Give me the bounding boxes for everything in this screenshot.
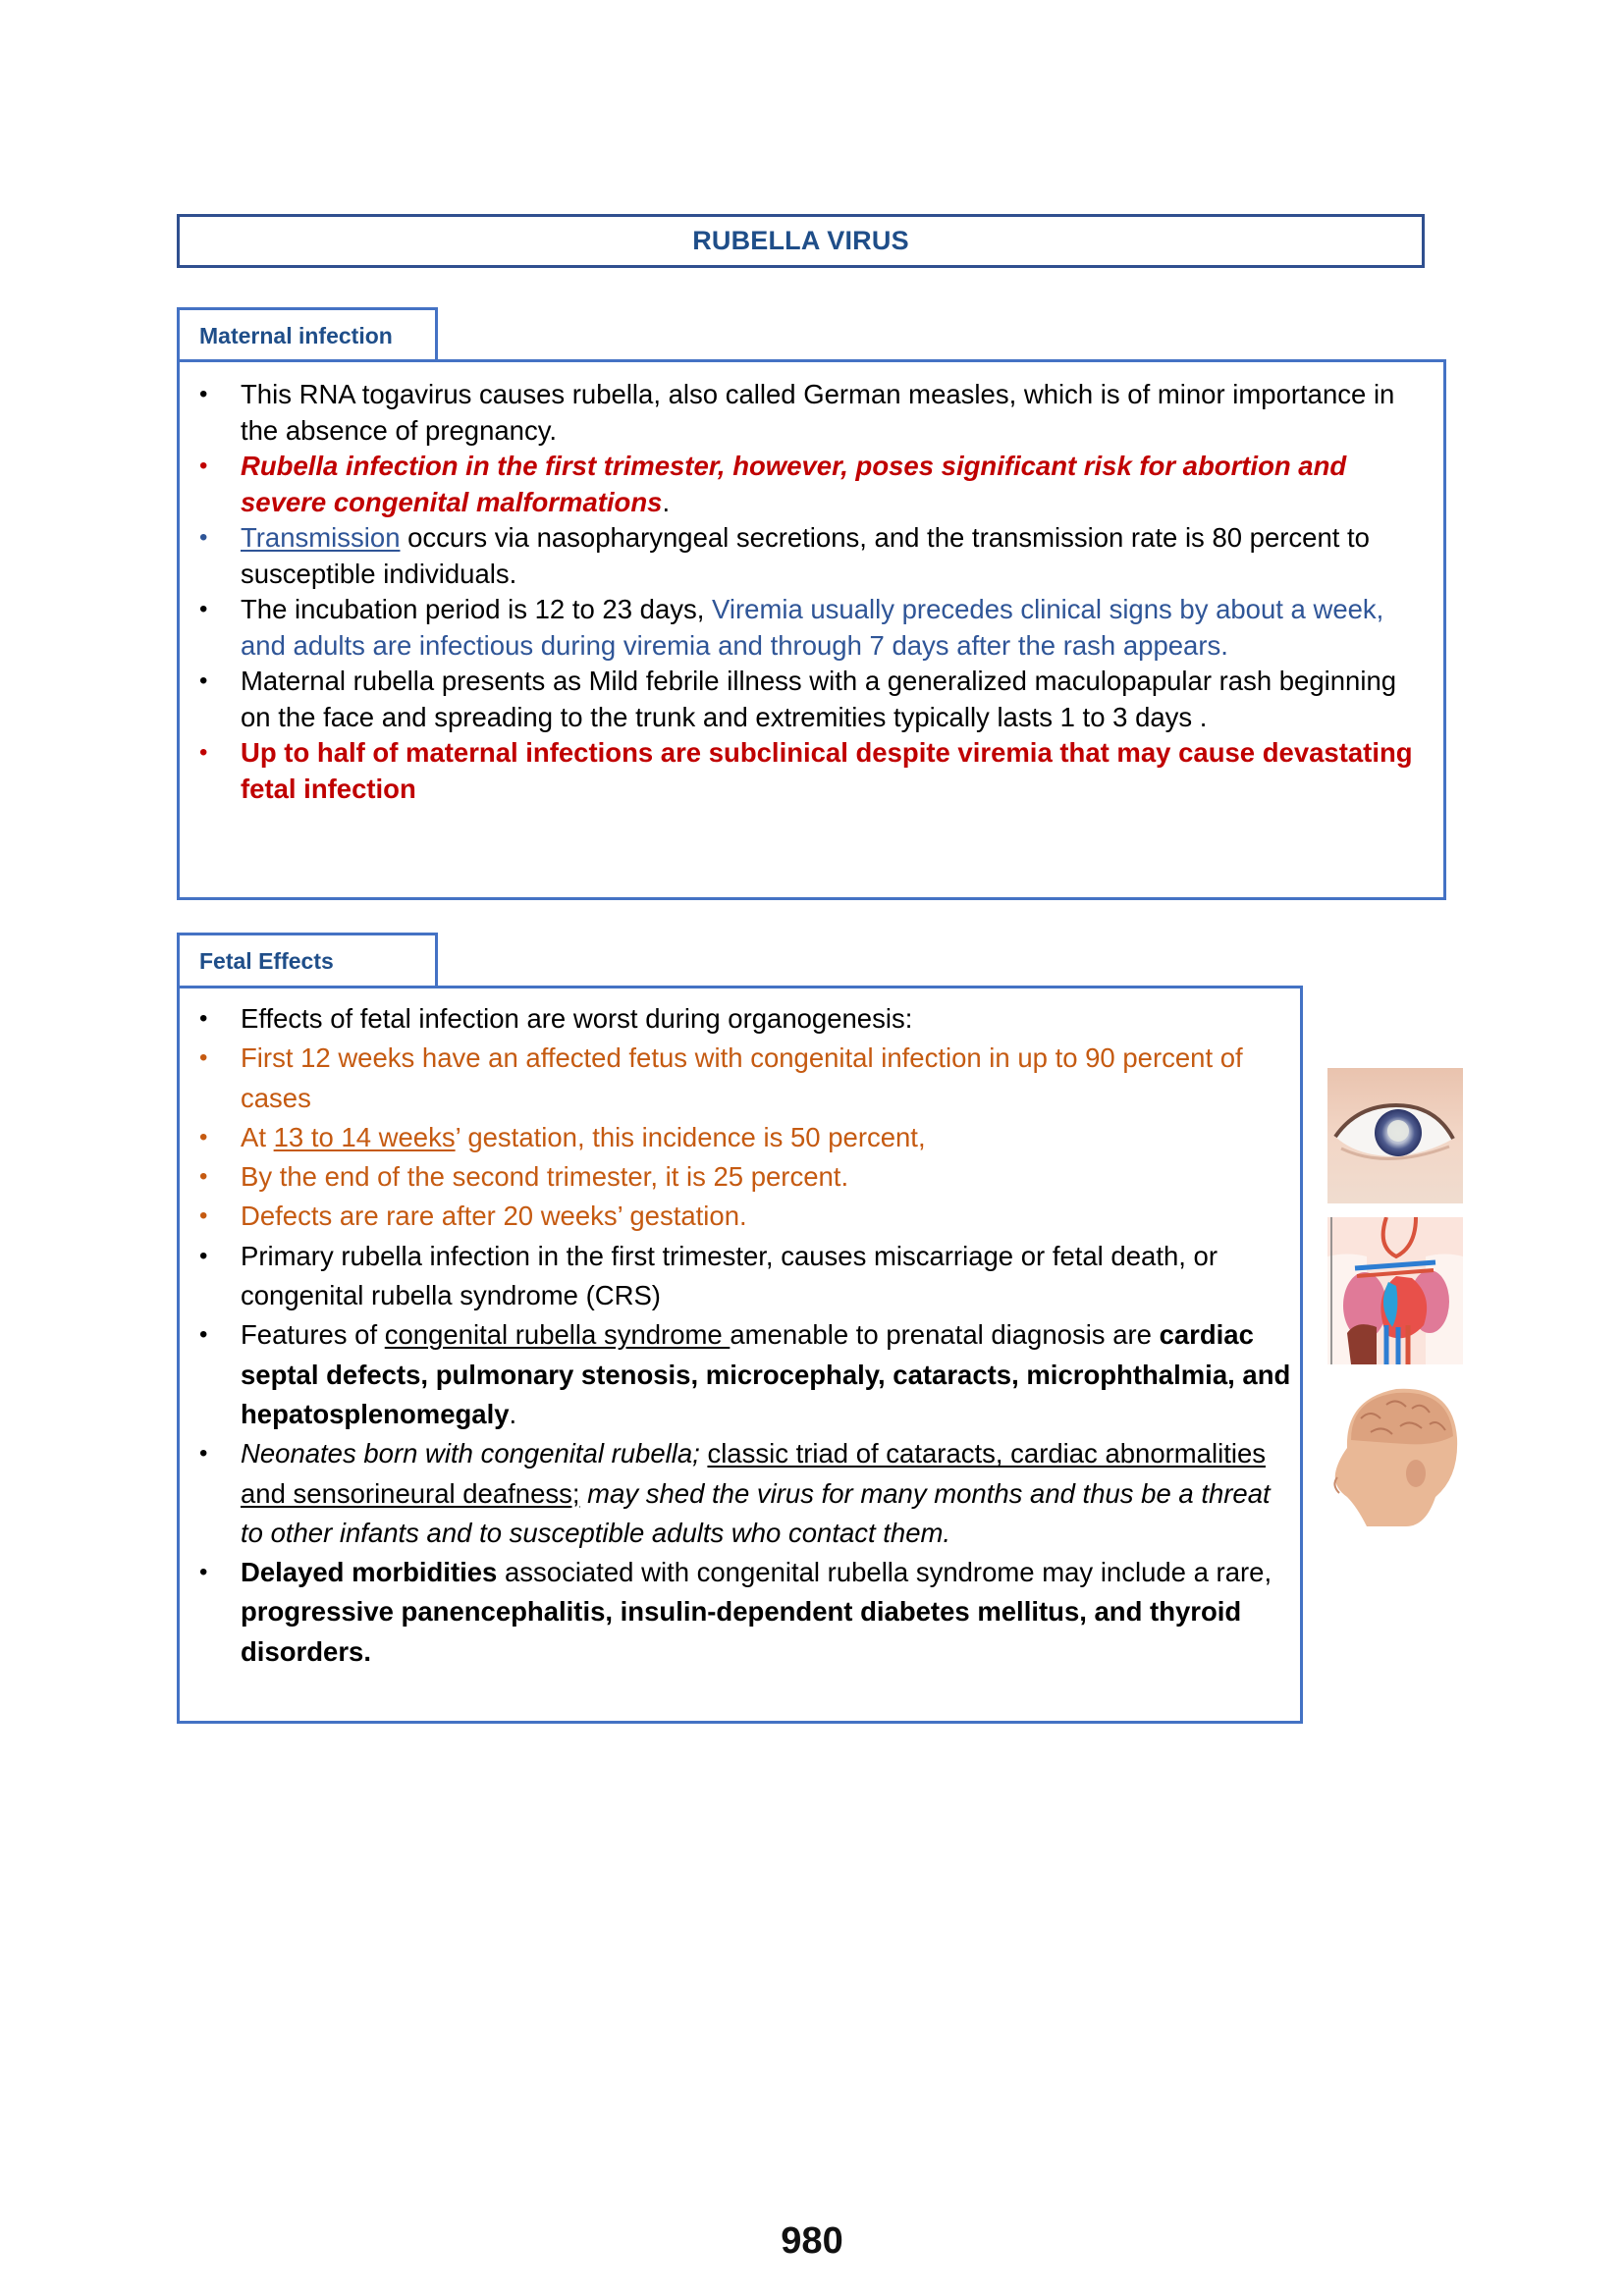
list-item [180, 1315, 1292, 1434]
bullet-icon: • [199, 453, 208, 479]
fetal-effects-panel [177, 986, 1303, 1724]
maternal-infection-tab [177, 307, 438, 362]
bullet-icon: • [199, 381, 208, 407]
text-segment: . [662, 486, 671, 517]
list-item [180, 1118, 1292, 1157]
text-segment: The incubation period is 12 to 23 days, [241, 594, 713, 624]
bullet-icon: • [199, 1123, 208, 1150]
text-segment: This RNA togavirus causes rubella, also called German measles, which is of minor importance in the absence of pregnancy. [241, 379, 1395, 446]
list-item [180, 664, 1434, 735]
maternal-infection-panel [177, 359, 1446, 900]
page-title-box [177, 214, 1425, 268]
text-segment: Viremia usually precedes clinical signs by about a week, and adults are infectious during viremia and through 7 days after the rash appears. [241, 594, 1384, 661]
bullet-icon: • [199, 524, 208, 551]
fetal-effects-heading: Fetal Effects [199, 948, 334, 974]
text-segment: congenital rubella syndrome [384, 1319, 731, 1351]
bullet-icon: • [199, 1163, 208, 1191]
text-segment: may shed the virus for many months and thus be a threat to other infants and to susceptible adults who contact them. [241, 1477, 1271, 1548]
text-segment: amenable to prenatal diagnosis are [730, 1319, 1160, 1351]
text-segment: At [241, 1121, 274, 1152]
maternal-infection-heading: Maternal infection [199, 323, 393, 348]
text-segment: Primary rubella infection in the first trimester, causes miscarriage or fetal death, or congenital rubella syndrome (CRS) [241, 1240, 1218, 1311]
maternal-infection-list [180, 377, 1434, 807]
bullet-icon: • [199, 1321, 208, 1349]
head-icon [1327, 1379, 1463, 1526]
text-segment: Neonates born with congenital rubella; [241, 1438, 708, 1469]
list-item [180, 520, 1434, 592]
list-item [180, 735, 1434, 807]
list-item [180, 1553, 1292, 1672]
heart-icon [1327, 1217, 1463, 1364]
bullet-icon: • [199, 596, 208, 622]
microcephaly-head-image [1327, 1379, 1463, 1526]
bullet-icon: • [199, 739, 208, 766]
text-segment: progressive panencephalitis, insulin-dependent diabetes mellitus, and thyroid disorders. [241, 1596, 1242, 1667]
list-item [180, 592, 1434, 664]
text-segment: Rubella infection in the first trimester, however, poses significant risk for abortion and severe congenital malformations [241, 451, 1347, 517]
text-segment: Effects of fetal infection are worst during organogenesis: [241, 1003, 913, 1034]
page-number: 980 [781, 2220, 843, 2262]
bullet-icon: • [199, 1044, 208, 1072]
text-segment: . [509, 1398, 517, 1429]
text-segment: First 12 weeks have an affected fetus with congenital infection in up to 90 percent of cases [241, 1042, 1243, 1113]
page-title: RUBELLA VIRUS [692, 226, 909, 255]
text-segment: Maternal rubella presents as Mild febrile illness with a generalized maculopapular rash beginning on the face and spreading to the trunk and extremities typically lasts 1 to 3 days . [241, 666, 1397, 732]
bullet-icon: • [199, 1005, 208, 1032]
list-item [180, 1237, 1292, 1316]
text-segment: By the end of the second trimester, it is 25 percent. [241, 1161, 849, 1193]
text-segment: Features of [241, 1319, 385, 1351]
text-segment: occurs via nasopharyngeal secretions, and the transmission rate is 80 percent to susceptible individuals. [241, 522, 1370, 589]
text-segment: Delayed morbidities [241, 1557, 498, 1588]
eye-icon [1327, 1068, 1463, 1203]
text-segment[interactable]: Transmission [241, 522, 401, 553]
list-item [180, 999, 1292, 1039]
text-segment: classic triad of cataracts, cardiac abnormalities and sensorineural deafness; [241, 1438, 1266, 1509]
bullet-icon: • [199, 1559, 208, 1586]
bullet-icon: • [199, 667, 208, 694]
list-item [180, 1157, 1292, 1197]
text-segment: ’ gestation, this incidence is 50 percent, [455, 1121, 926, 1152]
bullet-icon: • [199, 1440, 208, 1468]
fetal-effects-list [180, 999, 1292, 1672]
text-segment: Up to half of maternal infections are subclinical despite viremia that may cause devastating fetal infection [241, 737, 1413, 804]
fetal-effects-tab [177, 933, 438, 988]
bullet-icon: • [199, 1242, 208, 1269]
list-item [180, 1434, 1292, 1553]
list-item [180, 377, 1434, 449]
list-item [180, 1197, 1292, 1236]
text-segment: Defects are rare after 20 weeks’ gestation. [241, 1201, 747, 1232]
cataract-eye-image [1327, 1068, 1463, 1203]
bullet-icon: • [199, 1202, 208, 1230]
text-segment: 13 to 14 weeks [273, 1121, 456, 1152]
list-item [180, 1039, 1292, 1118]
heart-anatomy-image [1327, 1217, 1463, 1364]
list-item [180, 449, 1434, 520]
text-segment: cardiac septal defects, pulmonary stenosis, microcephaly, cataracts, microphthalmia, and hepatosplenomegaly [241, 1319, 1291, 1429]
text-segment: associated with congenital rubella syndrome may include a rare, [497, 1557, 1272, 1588]
